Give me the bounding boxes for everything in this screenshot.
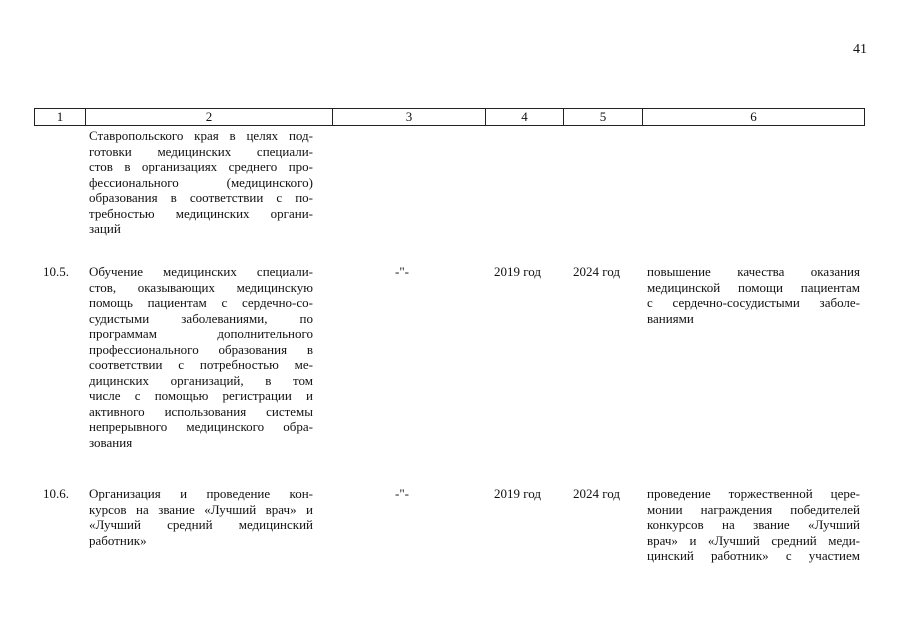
column-number-3: 3 [333,109,486,126]
row-executor: -"- [395,486,409,501]
row-start-year: 2019 год [494,486,541,501]
row-result: повышение качества оказания медицинской помощи пациентам с сердечно-сосудистыми заболе- ваниями [647,264,860,326]
header-row [35,109,865,126]
table-header [34,108,865,126]
row-result: проведение торжественной цере- монии награждения победителей конкурсов на звание «Лучший врач» и «Лучший средний меди- цинский работник» с участием [647,486,860,563]
row-number: 10.6. [43,486,69,501]
continuation-description: Ставропольского края в целях под- готовки медицинских специали- стов в организациях среднего про- фессионального (медицинского) образования в соответствии с по- требностью медицинских органи- заций [89,128,313,236]
row-end-year: 2024 год [573,486,620,501]
page-number: 41 [853,42,867,57]
column-number-6: 6 [643,109,865,126]
row-description: Организация и проведение кон- курсов на звание «Лучший врач» и «Лучший средний медицинский работник» [89,486,313,548]
column-number-5: 5 [564,109,643,126]
row-description: Обучение медицинских специали- стов, оказывающих медицинскую помощь пациентам с сердечно-со- судистыми заболеваниями, по программам дополнительного профессионального образования в соответствии с потребностью ме- дицинских организаций, в том числе с помощью регистрации и активного использования системы непрерывного медицинского обра- зования [89,264,313,450]
row-end-year: 2024 год [573,264,620,279]
column-number-1: 1 [35,109,86,126]
column-number-4: 4 [486,109,564,126]
row-start-year: 2019 год [494,264,541,279]
row-executor: -"- [395,264,409,279]
row-number: 10.5. [43,264,69,279]
column-number-2: 2 [86,109,333,126]
